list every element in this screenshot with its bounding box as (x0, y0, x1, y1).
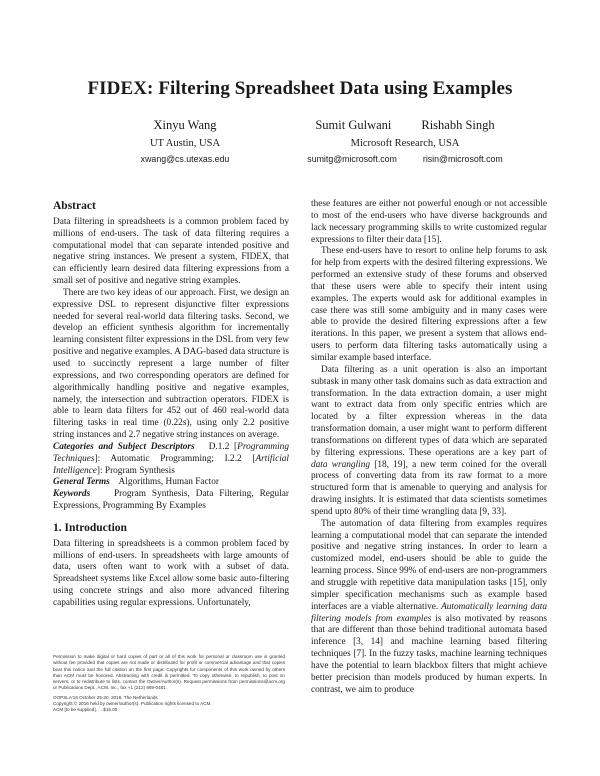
general-terms (53, 477, 289, 489)
copyright-footnote (53, 654, 285, 714)
author-email-gulwani: sumitg@microsoft.com (307, 154, 397, 164)
category-d12-name: Programming Techniques (53, 441, 289, 464)
left-column (53, 201, 289, 610)
right-paragraph-3-emphasis: data wrangling (311, 459, 370, 470)
abstract-heading: Abstract (53, 200, 96, 212)
introduction-heading: 1. Introduction (53, 521, 127, 534)
footnote-copyright: Copyright © 2016 held by owner/author(s). Publication rights licensed to ACM. (53, 701, 212, 707)
right-paragraph-3 (311, 365, 547, 519)
abstract-paragraph-1: Data filtering in spreadsheets is a common problem faced by millions of end-users. The task of data filtering requires a computational model that can separate intended positive and negative string instances. We present a system, FIDEX, that can efficiently learn desired data filtering expressions from a small set of positive and negative string examples. (53, 216, 289, 287)
author-email-singh: risin@microsoft.com (422, 154, 503, 164)
right-paragraph-4 (311, 519, 547, 697)
right-paragraph-4-text-b: is also motivated by reasons that are different than those behind traditional automata based inference [3, 14] and machine learning based filtering techniques [7]. In the fuzzy tasks, machine learning techniques have the potential to learn blackbox filters that might achieve better precision than models produced by human experts. In contrast, we aim to produce (311, 613, 548, 695)
category-i22-name: Artificial Intelligence (53, 453, 290, 476)
keywords-text: Program Synthesis, Data Filtering, Regular Expressions, Programming By Examples (53, 489, 290, 512)
author-name (305, 118, 505, 133)
right-paragraph-3-text-b: [18, 19], a new term coined for the overall process of converting data from its raw format to a more structured form that is amenable to querying and analysis for drawing insights. It is estimated that data scientists sometimes spend upto 80% of their time wrangling data [9, 33]. (311, 459, 547, 517)
categories-descriptors (53, 442, 289, 478)
author-email: xwang@cs.utexas.edu (140, 154, 230, 164)
keywords (53, 489, 289, 513)
general-terms-text: Algorithms, Human Factor (118, 477, 219, 488)
right-paragraph-2: These end-users have to resort to online help forums to ask for help from experts with the desired filtering expressions. We performed an extensive study of these forums and observed that these users were able to specify their intent using examples. The experts would ask for additional examples in case there was still some ambiguity and in many cases were able to provide the desired filtering expressions after a few iterations. In this paper, we present a system that allows end-users to perform data filtering tasks automatically using a similar example based interface. (311, 246, 547, 363)
author-affiliation: Microsoft Research, USA (350, 138, 460, 149)
footnote-doi: ACM [to be supplied]. . . $15.00 (53, 707, 118, 713)
right-paragraph-4-emphasis: Automatically learning data filtering models from examples (311, 601, 547, 624)
author-block-2 (305, 118, 505, 164)
author-name-gulwani: Sumit Gulwani (315, 118, 392, 132)
author-name-singh: Rishabh Singh (421, 118, 495, 132)
category-d12-rest: ]: Automatic Programming; (94, 453, 214, 464)
right-paragraph-1: these features are either not powerful enough or not accessible to most of the end-users who have diverse backgrounds and lack necessary programming skills to write customized regular expressions to filter their data [15]. (311, 199, 547, 245)
category-i22-rest: ]: Program Synthesis (96, 465, 175, 476)
footnote-conference: OOPSLA'16 October 25-30, 2016, The Netherlands (53, 694, 158, 700)
right-paragraph-3-text-a: Data filtering as a unit operation is also an important subtask in many other task domains such as data extraction and transformation. In the data extraction domain, a user might want to extract data from only specific entries which are located by a filter expression whereas in the data transformation domain, a user might want to perform different transformations on different types of data which are separated by filtering expressions. These operations are a key part of (311, 364, 547, 458)
abstract-paragraph-2: There are two key ideas of our approach. First, we design an expressive DSL to represent disjunctive filter expressions needed for several real-world data filtering tasks. Second, we develop an efficient synthesis algorithm for incrementally learning consistent filter expressions in the DSL from very few positive and negative examples. A DAG-based data structure is used to succinctly represent a large number of filter expressions, and two corresponding operators are defined for algorithmically handling positive and negative examples, namely, the intersection and subtraction operators. FIDEX is able to learn data filters for 452 out of 460 real-world data filtering tasks in real time (0.22s), using only 2.2 positive string instances and 2.7 negative string instances on average. (53, 287, 289, 441)
author-block-1 (95, 118, 275, 164)
right-paragraph-4-text-a: The automation of data filtering from examples requires learning a computational model that can separate the intended positive and negative string instances. In order to learn a customized model, end-users should be able to guide the learning process. Since 99% of end-users are non-programmers and struggle with repetitive data manipulation tasks [15], only simpler specification mechanisms such as example based interfaces are a viable alternative. (311, 518, 547, 612)
footnote-permission: Permission to make digital or hard copies of part or all of this work for personal or classroom use is granted without fee provided that copies are not made or distributed for profit or commercial advantage and that copies bear this notice and the full citation on the first page. Copyrights for components of this work owned by others than ACM must be honored. Abstracting with credit is permitted. To copy otherwise, to republish, to post on servers, or to redistribute to lists, contact the Owner/Author(s). Request permissions from permissions@acm.org or Publications Dept., ACM, Inc., fax +1 (212) 869-0481. (53, 654, 285, 691)
author-emails (305, 154, 505, 164)
author-affiliation: UT Austin, USA (149, 138, 221, 149)
category-d12-code: D.1.2 [ (208, 441, 238, 452)
author-name: Xinyu Wang (153, 118, 217, 132)
keywords-label: Keywords (53, 489, 91, 500)
category-i22-code: I.2.2 [ (224, 453, 256, 464)
categories-label: Categories and Subject Descriptors (53, 441, 195, 452)
general-terms-label: General Terms (53, 477, 110, 488)
paper-title: FIDEX: Filtering Spreadsheet Data using Examples (87, 78, 513, 99)
right-column (311, 199, 547, 696)
intro-paragraph-1: Data filtering in spreadsheets is a common problem faced by millions of end-users. In spreadsheets with large amounts of data, users often want to work with a subset of data. Spreadsheet systems like Excel allow some basic auto-filtering using concrete strings and also more advanced filtering capabilities using regular expressions. Unfortunately, (53, 538, 289, 608)
